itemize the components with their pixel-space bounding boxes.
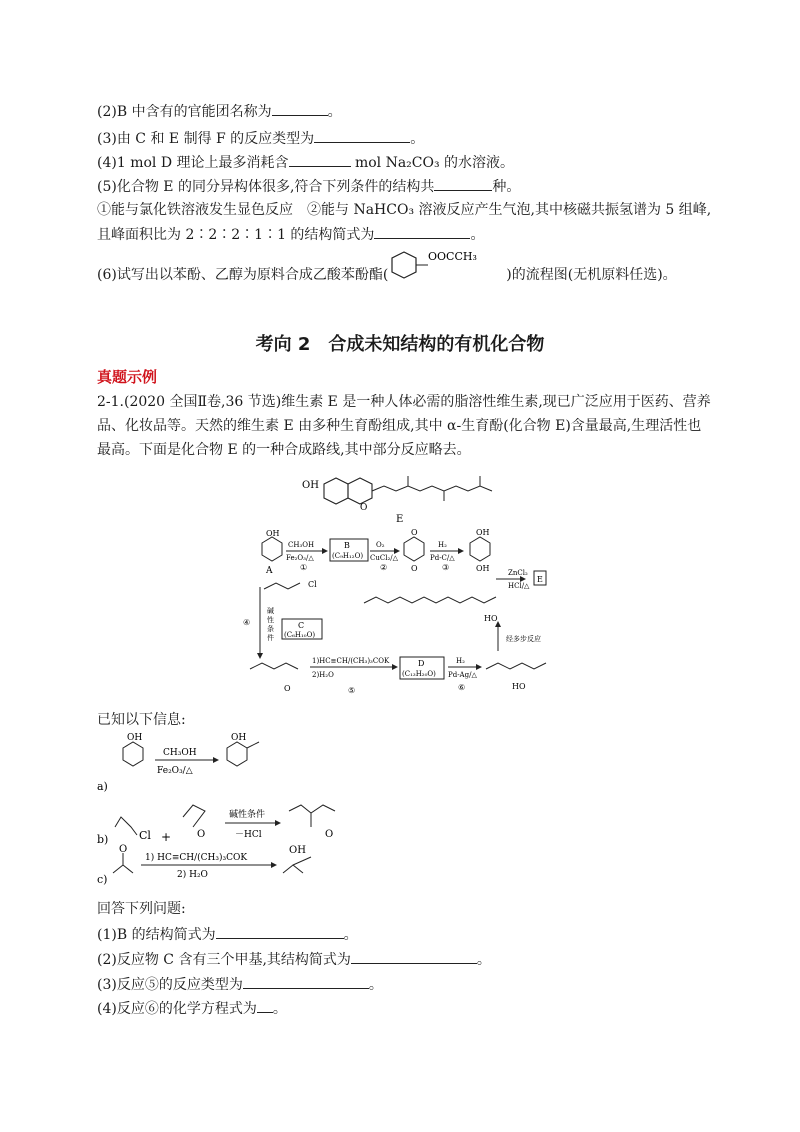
answer-blank[interactable]	[272, 101, 328, 116]
step3-condition: Pd-C/△	[430, 554, 455, 562]
b-byproduct: －HCl	[235, 830, 262, 840]
step2-number: ②	[380, 563, 388, 572]
a-product-oh: OH	[231, 733, 247, 743]
step2-condition: CuCl₂/△	[370, 554, 399, 562]
known-c-reaction	[97, 843, 337, 887]
c-workup: 2) H₂O	[177, 870, 208, 880]
ester-label: OOCCH₃	[428, 250, 477, 263]
known-title: 已知以下信息:	[97, 712, 186, 728]
b-plus: +	[161, 830, 172, 844]
e-box-label: E	[537, 575, 543, 584]
step4-cond-2: 性	[267, 616, 274, 624]
answer-blank[interactable]	[289, 152, 351, 167]
bottom-question-4: (4)反应⑥的化学方程式为 。	[97, 998, 287, 1019]
answer-blank[interactable]	[257, 998, 273, 1013]
step6-condition: Pd-Ag/△	[448, 671, 477, 679]
step5-condition: 2)H₂O	[312, 671, 334, 679]
c-product-oh: OH	[289, 845, 306, 856]
chloride-label: Cl	[308, 580, 317, 589]
problem-line: 2-1.(2020 全国Ⅱ卷,36 节选)维生素 E 是一种人体必需的脂溶性维生素,现已广泛应用于医药、营养	[97, 394, 711, 410]
c-box-label: C	[298, 621, 305, 630]
quinone-o-top: O	[411, 528, 418, 537]
step1-reagent: CH₃OH	[288, 541, 315, 549]
a-reactant-oh: OH	[127, 733, 143, 743]
hydroxyl-label: OH	[302, 480, 319, 491]
compound-a-label: A	[266, 566, 273, 576]
problem-line: 品、化妆品等。天然的维生素 E 由多种生育酚组成,其中 α-生育酚(化合物 E)含量最高,生理活性也	[97, 418, 702, 434]
step2-reagent: O₂	[376, 541, 385, 549]
d-formula: (C₁₃H₂₀O)	[402, 670, 436, 678]
bottom-question-1: (1)B 的结构简式为 。	[97, 924, 358, 945]
bottom-question-3: (3)反应⑤的反应类型为 。	[97, 974, 383, 995]
compound-e-structure	[300, 466, 510, 526]
b-label: b)	[97, 833, 109, 846]
a-reagent: CH₃OH	[163, 748, 197, 758]
ring-oxygen-label: O	[360, 503, 368, 513]
b-oxygen: O	[197, 829, 206, 840]
question-3: (3)由 C 和 E 制得 F 的反应类型为 。	[97, 128, 424, 149]
quinone-o-bottom: O	[411, 564, 418, 573]
c-label: c)	[97, 873, 108, 886]
example-tag: 真题示例	[97, 368, 158, 386]
b-chloride: Cl	[139, 829, 151, 842]
a-label: a)	[97, 780, 108, 792]
step6-reagent: H₂	[456, 657, 465, 665]
known-a-reaction	[97, 730, 297, 792]
answer-blank[interactable]	[243, 974, 369, 989]
answer-blank[interactable]	[374, 224, 470, 239]
step4-cond-1: 碱	[267, 607, 274, 615]
a-oh-label: OH	[266, 529, 280, 538]
zncl2-condition: HCl/△	[508, 582, 530, 590]
question-6: (6)试写出以苯酚、乙醇为原料合成乙酸苯酚酯( )的流程图(无机原料任选)。	[97, 267, 677, 283]
c-reagent: 1) HC≡CH/(CH₃)₃COK	[145, 853, 248, 863]
step4-number: ④	[243, 618, 251, 627]
step4-cond-3: 条	[267, 625, 274, 633]
problem-line: 最高。下面是化合物 E 的一种合成路线,其中部分反应略去。	[97, 442, 471, 458]
answer-blank[interactable]	[351, 949, 477, 964]
chain-ho-label: HO	[484, 614, 498, 623]
question-4: (4)1 mol D 理论上最多消耗含 mol Na₂CO₃ 的水溶液。	[97, 152, 514, 173]
ketone-o-label: O	[284, 684, 291, 693]
bottom-question-2: (2)反应物 C 含有三个甲基,其结构简式为 。	[97, 949, 491, 970]
multi-step-label: 经多步反应	[506, 635, 541, 643]
zncl2-reagent: ZnCl₂	[508, 569, 528, 577]
answer-title: 回答下列问题:	[97, 901, 186, 917]
hq-oh-bottom: OH	[476, 564, 490, 573]
known-b-reaction	[97, 797, 367, 847]
synthesis-scheme	[240, 527, 580, 702]
question-5: (5)化合物 E 的同分异构体很多,符合下列条件的结构共 种。	[97, 176, 520, 197]
step5-number: ⑤	[348, 686, 356, 695]
answer-blank[interactable]	[314, 128, 410, 143]
d-box-label: D	[418, 659, 425, 668]
c-formula: (C₆H₁₀O)	[284, 631, 316, 639]
section-title: 考向 2 合成未知结构的有机化合物	[255, 334, 545, 355]
b-condition: 碱性条件	[229, 810, 266, 820]
step5-reagent: 1)HC≡CH/(CH₃)₃COK	[312, 657, 390, 665]
answer-blank[interactable]	[434, 176, 492, 191]
hq-oh-top: OH	[476, 528, 490, 537]
b-product-oxygen: O	[325, 829, 334, 840]
b-box-label: B	[344, 541, 350, 550]
step4-cond-4: 件	[267, 634, 274, 642]
step1-number: ①	[300, 563, 308, 572]
compound-e-label: E	[396, 514, 404, 525]
step1-condition: Fe₂O₃/△	[286, 554, 314, 562]
question-5-structure: 且峰面积比为 2∶2∶2∶1∶1 的结构简式为 。	[97, 224, 484, 245]
answer-blank[interactable]	[216, 924, 344, 939]
c-oxygen: O	[119, 844, 128, 855]
phenyl-acetate-structure	[388, 246, 508, 286]
step3-number: ③	[442, 563, 450, 572]
a-condition: Fe₂O₃/△	[157, 766, 193, 776]
question-2: (2)B 中含有的官能团名称为 。	[97, 101, 342, 122]
b-formula: (C₉H₁₂O)	[332, 552, 364, 560]
step3-reagent: H₂	[438, 541, 447, 549]
step6-number: ⑥	[458, 683, 466, 692]
product-ho-label: HO	[512, 682, 526, 691]
question-5-conditions: ①能与氯化铁溶液发生显色反应 ②能与 NaHCO₃ 溶液反应产生气泡,其中核磁共振氢谱为 5 组峰,	[97, 202, 712, 218]
